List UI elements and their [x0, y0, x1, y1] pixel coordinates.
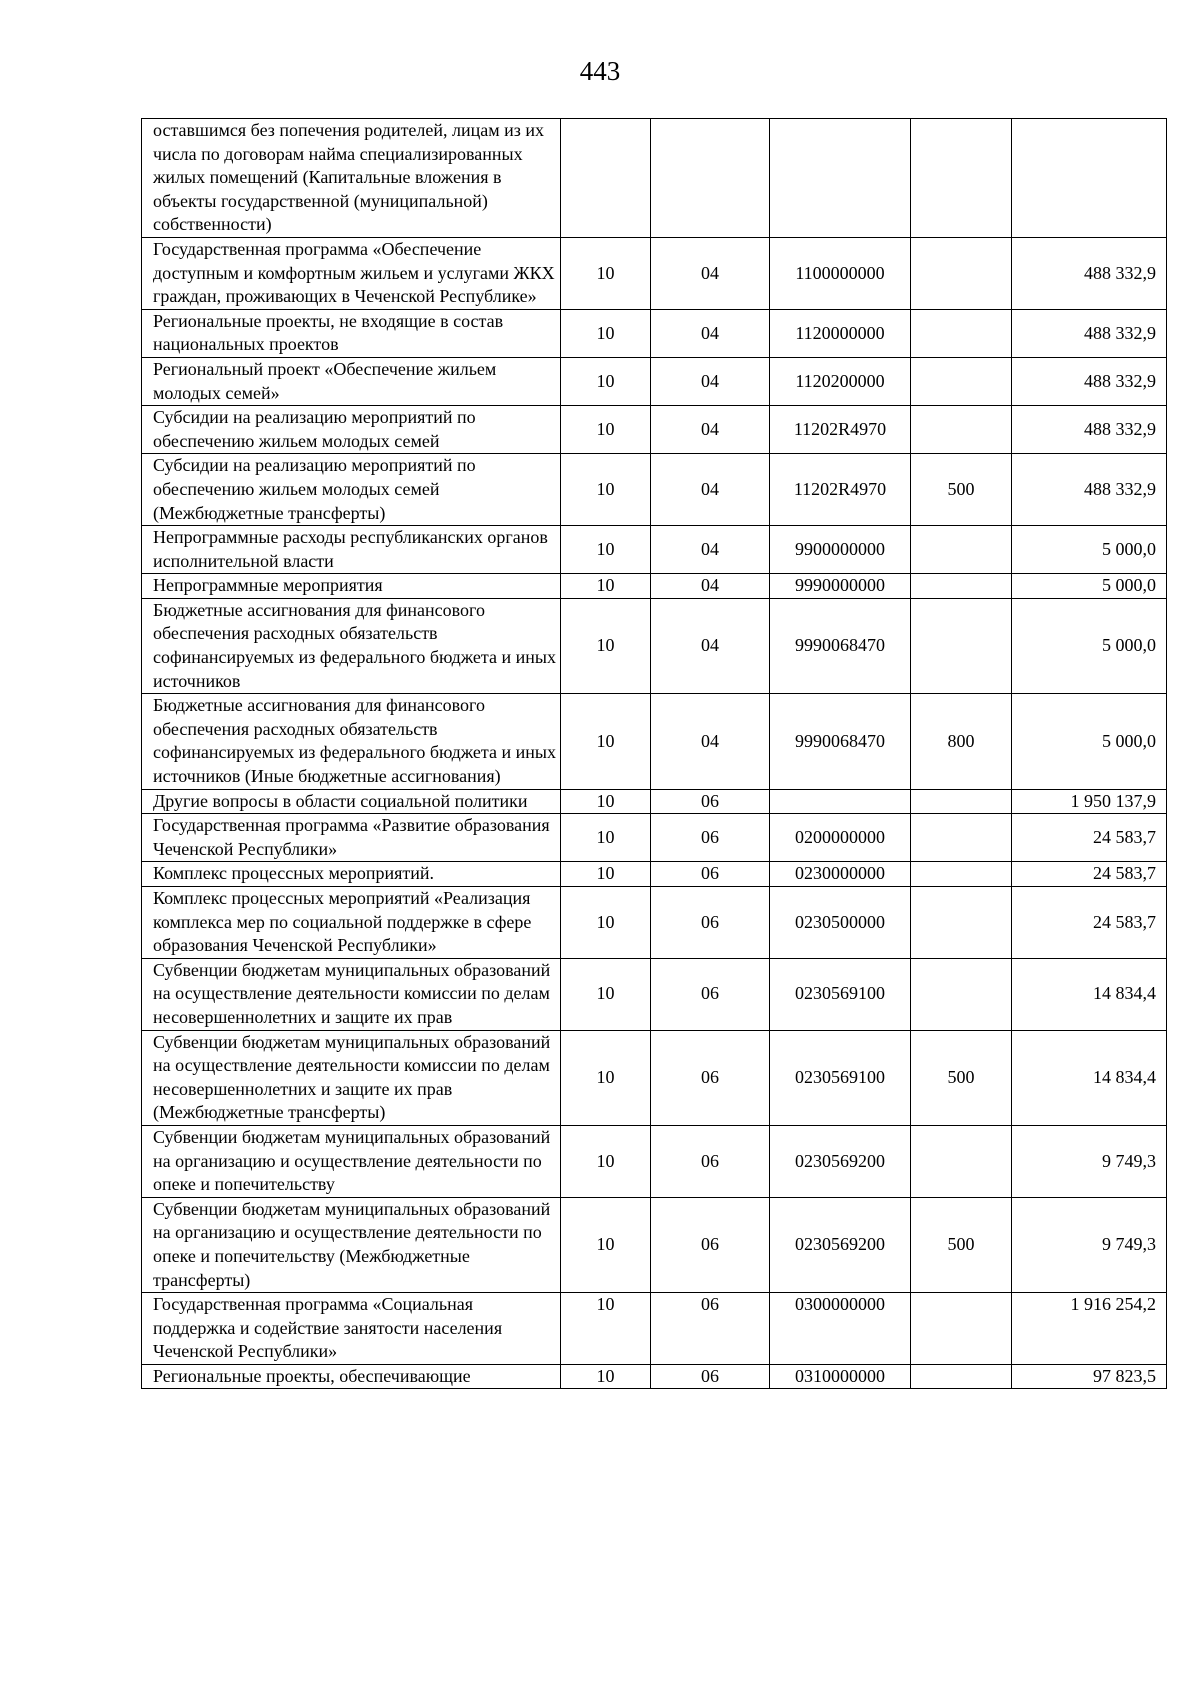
row-description: Непрограммные мероприятия — [142, 574, 561, 599]
row-amount: 9 749,3 — [1012, 1125, 1167, 1197]
row-description: Субвенции бюджетам муниципальных образований на организацию и осуществление деятельности по опеке и попечительству — [142, 1125, 561, 1197]
row-expense-type: 500 — [911, 1197, 1012, 1292]
row-description: Региональные проекты, не входящие в состав национальных проектов — [142, 309, 561, 357]
row-section: 10 — [561, 862, 651, 887]
row-section: 10 — [561, 598, 651, 693]
row-target-code: 9990068470 — [770, 694, 911, 789]
row-subsection: 04 — [651, 357, 770, 405]
table-row — [142, 1125, 1167, 1197]
page-number: 443 — [579, 56, 621, 86]
row-amount: 1 950 137,9 — [1012, 789, 1167, 814]
row-section: 10 — [561, 406, 651, 454]
row-description: Субвенции бюджетам муниципальных образований на организацию и осуществление деятельности по опеке и попечительству (Межбюджетные трансферты) — [142, 1197, 561, 1292]
row-section: 10 — [561, 789, 651, 814]
row-amount: 1 916 254,2 — [1012, 1293, 1167, 1365]
row-section: 10 — [561, 357, 651, 405]
row-amount: 488 332,9 — [1012, 406, 1167, 454]
row-description: Субсидии на реализацию мероприятий по обеспечению жильем молодых семей (Межбюджетные трансферты) — [142, 454, 561, 526]
row-expense-type — [911, 814, 1012, 862]
row-amount: 24 583,7 — [1012, 862, 1167, 887]
row-subsection: 06 — [651, 862, 770, 887]
row-target-code: 0310000000 — [770, 1364, 911, 1389]
row-section: 10 — [561, 526, 651, 574]
row-target-code: 11202R4970 — [770, 406, 911, 454]
row-target-code: 9990068470 — [770, 598, 911, 693]
row-section: 10 — [561, 1197, 651, 1292]
row-target-code: 0230569100 — [770, 1030, 911, 1125]
row-expense-type — [911, 1293, 1012, 1365]
row-subsection: 06 — [651, 887, 770, 959]
row-section: 10 — [561, 1293, 651, 1365]
table-row — [142, 454, 1167, 526]
row-section: 10 — [561, 694, 651, 789]
row-target-code: 11202R4970 — [770, 454, 911, 526]
table-row — [142, 1030, 1167, 1125]
row-expense-type — [911, 357, 1012, 405]
row-expense-type — [911, 309, 1012, 357]
row-description: Региональный проект «Обеспечение жильем молодых семей» — [142, 357, 561, 405]
row-section: 10 — [561, 1364, 651, 1389]
row-amount: 5 000,0 — [1012, 694, 1167, 789]
row-expense-type — [911, 789, 1012, 814]
row-amount: 488 332,9 — [1012, 357, 1167, 405]
row-amount: 5 000,0 — [1012, 526, 1167, 574]
row-subsection: 06 — [651, 1125, 770, 1197]
row-subsection: 04 — [651, 237, 770, 309]
row-description: Субсидии на реализацию мероприятий по обеспечению жильем молодых семей — [142, 406, 561, 454]
row-target-code: 0230569100 — [770, 958, 911, 1030]
table-row — [142, 357, 1167, 405]
row-amount: 488 332,9 — [1012, 237, 1167, 309]
row-expense-type — [911, 406, 1012, 454]
row-target-code: 9990000000 — [770, 574, 911, 599]
row-description: Государственная программа «Развитие образования Чеченской Республики» — [142, 814, 561, 862]
row-target-code: 1120200000 — [770, 357, 911, 405]
row-section: 10 — [561, 887, 651, 959]
table-row — [142, 958, 1167, 1030]
row-description: Субвенции бюджетам муниципальных образований на осуществление деятельности комиссии по делам несовершеннолетних и защите их прав (Межбюджетные трансферты) — [142, 1030, 561, 1125]
table-row — [142, 1293, 1167, 1365]
table-row — [142, 694, 1167, 789]
row-amount: 14 834,4 — [1012, 1030, 1167, 1125]
row-section: 10 — [561, 1030, 651, 1125]
row-description: Государственная программа «Обеспечение доступным и комфортным жильем и услугами ЖКХ граждан, проживающих в Чеченской Республике» — [142, 237, 561, 309]
row-expense-type — [911, 862, 1012, 887]
row-expense-type — [911, 1125, 1012, 1197]
row-subsection: 06 — [651, 1197, 770, 1292]
row-subsection: 06 — [651, 789, 770, 814]
row-subsection — [651, 119, 770, 238]
table-row — [142, 1197, 1167, 1292]
row-amount: 97 823,5 — [1012, 1364, 1167, 1389]
table-row — [142, 862, 1167, 887]
row-expense-type: 500 — [911, 1030, 1012, 1125]
table-row — [142, 814, 1167, 862]
table-row — [142, 1364, 1167, 1389]
row-amount: 488 332,9 — [1012, 309, 1167, 357]
row-target-code: 0300000000 — [770, 1293, 911, 1365]
table-row — [142, 887, 1167, 959]
row-subsection: 04 — [651, 598, 770, 693]
row-target-code: 1120000000 — [770, 309, 911, 357]
row-amount: 5 000,0 — [1012, 598, 1167, 693]
table-row — [142, 237, 1167, 309]
row-expense-type — [911, 958, 1012, 1030]
row-subsection: 06 — [651, 958, 770, 1030]
row-target-code: 0200000000 — [770, 814, 911, 862]
table-row — [142, 406, 1167, 454]
row-target-code: 0230000000 — [770, 862, 911, 887]
row-section — [561, 119, 651, 238]
row-section: 10 — [561, 1125, 651, 1197]
table-row — [142, 526, 1167, 574]
row-description: Другие вопросы в области социальной политики — [142, 789, 561, 814]
row-section: 10 — [561, 958, 651, 1030]
row-target-code: 9900000000 — [770, 526, 911, 574]
row-amount: 488 332,9 — [1012, 454, 1167, 526]
row-description: Комплекс процессных мероприятий. — [142, 862, 561, 887]
row-target-code: 1100000000 — [770, 237, 911, 309]
row-section: 10 — [561, 814, 651, 862]
row-description: Субвенции бюджетам муниципальных образований на осуществление деятельности комиссии по делам несовершеннолетних и защите их прав — [142, 958, 561, 1030]
row-expense-type — [911, 119, 1012, 238]
row-description: Комплекс процессных мероприятий «Реализация комплекса мер по социальной поддержке в сфере образования Чеченской Республики» — [142, 887, 561, 959]
row-description: оставшимся без попечения родителей, лицам из их числа по договорам найма специализированных жилых помещений (Капитальные вложения в объекты государственной (муниципальной) собственности) — [142, 119, 561, 238]
row-amount: 24 583,7 — [1012, 887, 1167, 959]
row-expense-type: 800 — [911, 694, 1012, 789]
row-amount: 14 834,4 — [1012, 958, 1167, 1030]
row-expense-type — [911, 1364, 1012, 1389]
row-subsection: 04 — [651, 406, 770, 454]
row-section: 10 — [561, 237, 651, 309]
row-subsection: 06 — [651, 1364, 770, 1389]
table-row — [142, 574, 1167, 599]
row-section: 10 — [561, 574, 651, 599]
row-subsection: 06 — [651, 814, 770, 862]
row-target-code — [770, 119, 911, 238]
row-target-code — [770, 789, 911, 814]
row-target-code: 0230500000 — [770, 887, 911, 959]
table-row — [142, 309, 1167, 357]
row-expense-type: 500 — [911, 454, 1012, 526]
row-expense-type — [911, 598, 1012, 693]
row-description: Государственная программа «Социальная поддержка и содействие занятости населения Чеченской Республики» — [142, 1293, 561, 1365]
table-row — [142, 789, 1167, 814]
row-amount: 9 749,3 — [1012, 1197, 1167, 1292]
row-amount: 5 000,0 — [1012, 574, 1167, 599]
row-expense-type — [911, 237, 1012, 309]
row-subsection: 04 — [651, 574, 770, 599]
row-amount: 24 583,7 — [1012, 814, 1167, 862]
table-row — [142, 119, 1167, 238]
row-subsection: 04 — [651, 309, 770, 357]
row-subsection: 04 — [651, 454, 770, 526]
row-expense-type — [911, 887, 1012, 959]
row-target-code: 0230569200 — [770, 1125, 911, 1197]
row-subsection: 04 — [651, 694, 770, 789]
row-subsection: 06 — [651, 1030, 770, 1125]
table-row — [142, 598, 1167, 693]
row-description: Бюджетные ассигнования для финансового обеспечения расходных обязательств софинансируемых из федерального бюджета и иных источников (Иные бюджетные ассигнования) — [142, 694, 561, 789]
row-amount — [1012, 119, 1167, 238]
row-section: 10 — [561, 309, 651, 357]
row-section: 10 — [561, 454, 651, 526]
row-description: Бюджетные ассигнования для финансового обеспечения расходных обязательств софинансируемых из федерального бюджета и иных источников — [142, 598, 561, 693]
row-subsection: 04 — [651, 526, 770, 574]
row-description: Непрограммные расходы республиканских органов исполнительной власти — [142, 526, 561, 574]
row-description: Региональные проекты, обеспечивающие — [142, 1364, 561, 1389]
row-expense-type — [911, 574, 1012, 599]
row-expense-type — [911, 526, 1012, 574]
row-target-code: 0230569200 — [770, 1197, 911, 1292]
budget-table — [141, 118, 1167, 1389]
row-subsection: 06 — [651, 1293, 770, 1365]
